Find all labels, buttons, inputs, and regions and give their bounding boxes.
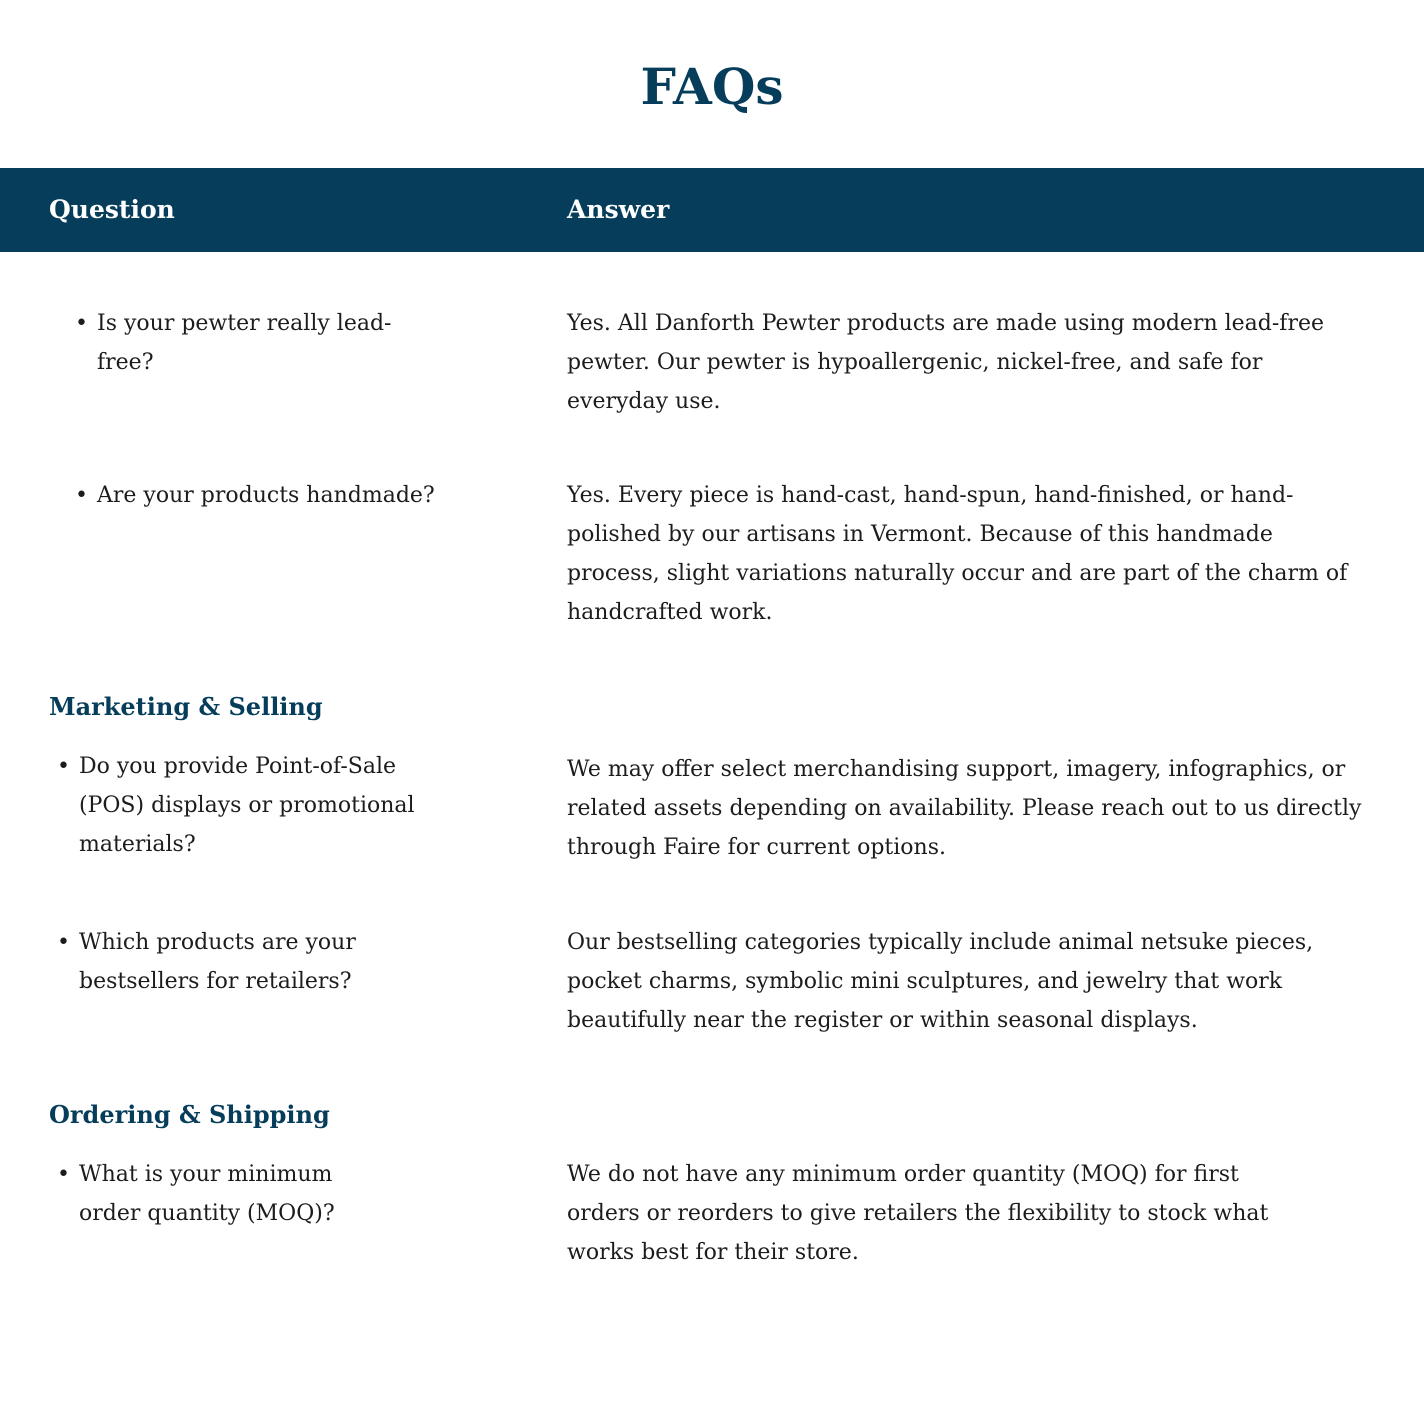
question-column-header: Question — [49, 195, 175, 224]
faq-question — [57, 923, 419, 1001]
faq-question — [75, 476, 477, 515]
answer-column-header: Answer — [567, 195, 670, 224]
section-heading-ordering: Ordering & Shipping — [49, 1100, 330, 1129]
faq-question-text: Is your pewter really lead-free? — [97, 311, 392, 375]
section-heading-marketing: Marketing & Selling — [49, 692, 323, 721]
faq-question-text: Are your products handmade? — [97, 483, 435, 508]
faq-question-text: Do you provide Point-of-Sale (POS) displays or promotional materials? — [79, 754, 415, 857]
page-title: FAQs — [640, 57, 784, 116]
bullet-icon: • — [57, 930, 70, 955]
faq-answer: We do not have any minimum order quantity (MOQ) for first orders or reorders to give retailers the flexibility to stock what works best for their store. — [567, 1162, 1269, 1265]
faq-question-text: What is your minimum order quantity (MOQ)? — [79, 1162, 335, 1226]
bullet-icon: • — [75, 311, 88, 336]
bullet-icon: • — [57, 754, 70, 779]
faq-question-text: Which products are your bestsellers for retailers? — [79, 930, 356, 994]
faq-answer: Our bestselling categories typically include animal netsuke pieces, pocket charms, symbolic mini sculptures, and jewelry that work beautifully near the register or within seasonal displays. — [567, 930, 1314, 1033]
faq-question — [57, 747, 439, 864]
faq-question — [75, 304, 417, 382]
faq-question — [57, 1155, 379, 1233]
bullet-icon: • — [57, 1162, 70, 1187]
faq-answer: We may offer select merchandising support, imagery, infographics, or related assets depending on availability. Please reach out to us directly through Faire for current options. — [567, 757, 1362, 860]
table-header — [0, 168, 1424, 252]
faq-answer: Yes. Every piece is hand-cast, hand-spun, hand-finished, or hand-polished by our artisans in Vermont. Because of this handmade process, slight variations naturally occur and are part of the charm of handcrafted work. — [567, 483, 1348, 625]
faq-answer: Yes. All Danforth Pewter products are made using modern lead-free pewter. Our pewter is hypoallergenic, nickel-free, and safe for everyday use. — [567, 311, 1325, 414]
bullet-icon: • — [75, 483, 88, 508]
